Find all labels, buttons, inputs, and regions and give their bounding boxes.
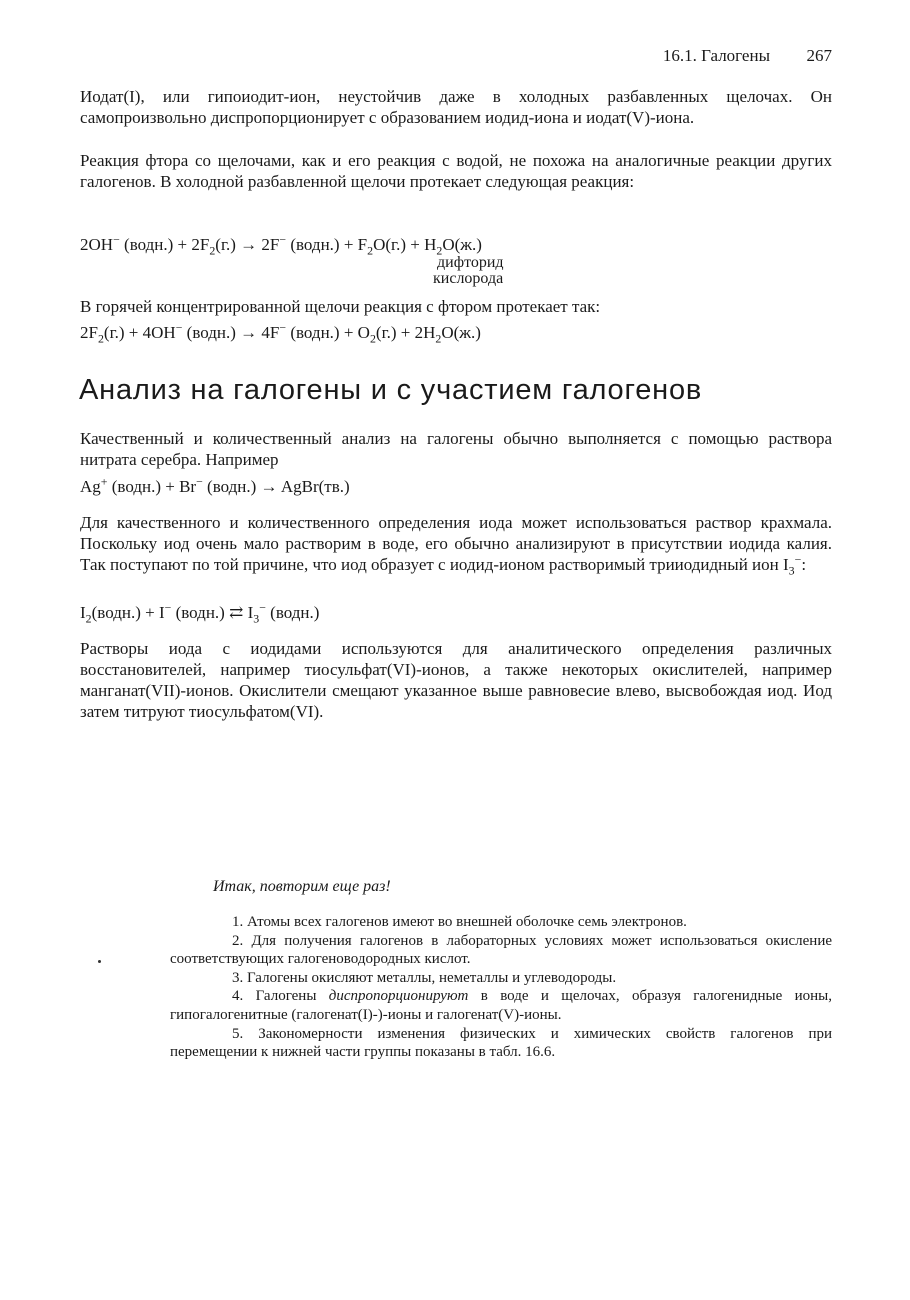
page-number: 267: [806, 46, 832, 65]
list-item: 2. Для получения галогенов в лабораторных условиях может использоваться окисление соответствующих галогеноводородных кислот.: [170, 932, 833, 968]
summary-title: Итак, повторим еще раз!: [213, 878, 391, 895]
equation-hot-alkali: $2F_2(г.) + 4OH^-$ (водн.) → 4F− (водн.) + $O_2(г.) + 2H_2O(ж.)$: [80, 320, 481, 346]
section-title: 16.1. Галогены: [662, 46, 770, 65]
list-item: 1. Атомы всех галогенов имеют во внешней оболочке семь электронов.: [232, 914, 687, 930]
paragraph-silver-nitrate: Качественный и количественный анализ на галогены обычно выполняется с помощью раствора нитрата серебра. Например: [80, 429, 832, 469]
label-oxygen-difluoride-2: кислорода: [433, 270, 504, 287]
paragraph-hypoiodite: Иодат(I), или гипоиодит-ион, неустойчив даже в холодных разбавленных щелочах. Он самопроизвольно диспропорционирует с образованием иодид-иона и иодат(V)-иона.: [80, 87, 832, 127]
label-oxygen-difluoride-1: дифторид: [437, 254, 504, 271]
paragraph-fluorine-alkali: Реакция фтора со щелочами, как и его реакция с водой, не похожа на аналогичные реакции других галогенов. В холодной разбавленной щелочи протекает следующая реакция:: [80, 151, 832, 191]
paragraph-iodometry: Растворы иода с иодидами используются для аналитического определения различных восстановителей, например тиосульфат(VI)-ионов, а также некоторых окислителей, например манганат(VII)-ионов. Окислители смещают указанное выше равновесие влево, высвобождая иод. Иод затем титруют тиосульфатом(VI).: [80, 639, 832, 721]
equation-triiodide: $I_2(водн.) + I^-$ (водн.) ⇄ $I_3^-$ (водн.): [80, 600, 320, 626]
scan-dot: [98, 960, 101, 963]
list-item: 5. Закономерности изменения физических и химических свойств галогенов при перемещении к нижней части группы показаны в табл. 16.6.: [170, 1025, 833, 1061]
running-header: [80, 46, 832, 70]
equation-cold-alkali: 2OH− (водн.) + $2F_2(г.) \to 2F^-$ (водн.) + $F_2O(г.) + H_2O(ж.)$: [80, 232, 482, 258]
paragraph-hot-alkali: В горячей концентрированной щелочи реакция с фтором протекает так:: [80, 297, 601, 316]
paragraph-starch: Для качественного и количественного определения иода может использоваться раствор крахмала. Поскольку иод очень мало растворим в воде, его обычно анализируют в присутствии иодида калия. Так поступают по той причине, что иод образует с иодид-ионом растворимый трииодидный ион $I_3^-$:: [80, 513, 832, 578]
list-item: 3. Галогены окисляют металлы, неметаллы и углеводороды.: [232, 969, 617, 986]
section-heading: Анализ на галогены и с участием галогенов: [79, 374, 703, 406]
summary-list: [170, 913, 832, 1062]
equation-silver-bromide: Ag+ (водн.) + Br− (водн.) → AgBr(тв.): [80, 474, 350, 496]
list-item: 4. Галогены диспропорционируют в воде и щелочах, образуя галогенидные ионы, гипогалогенитные (галогенат(I)-)-ионы и галогенат(V)-ионы.: [170, 988, 832, 1023]
